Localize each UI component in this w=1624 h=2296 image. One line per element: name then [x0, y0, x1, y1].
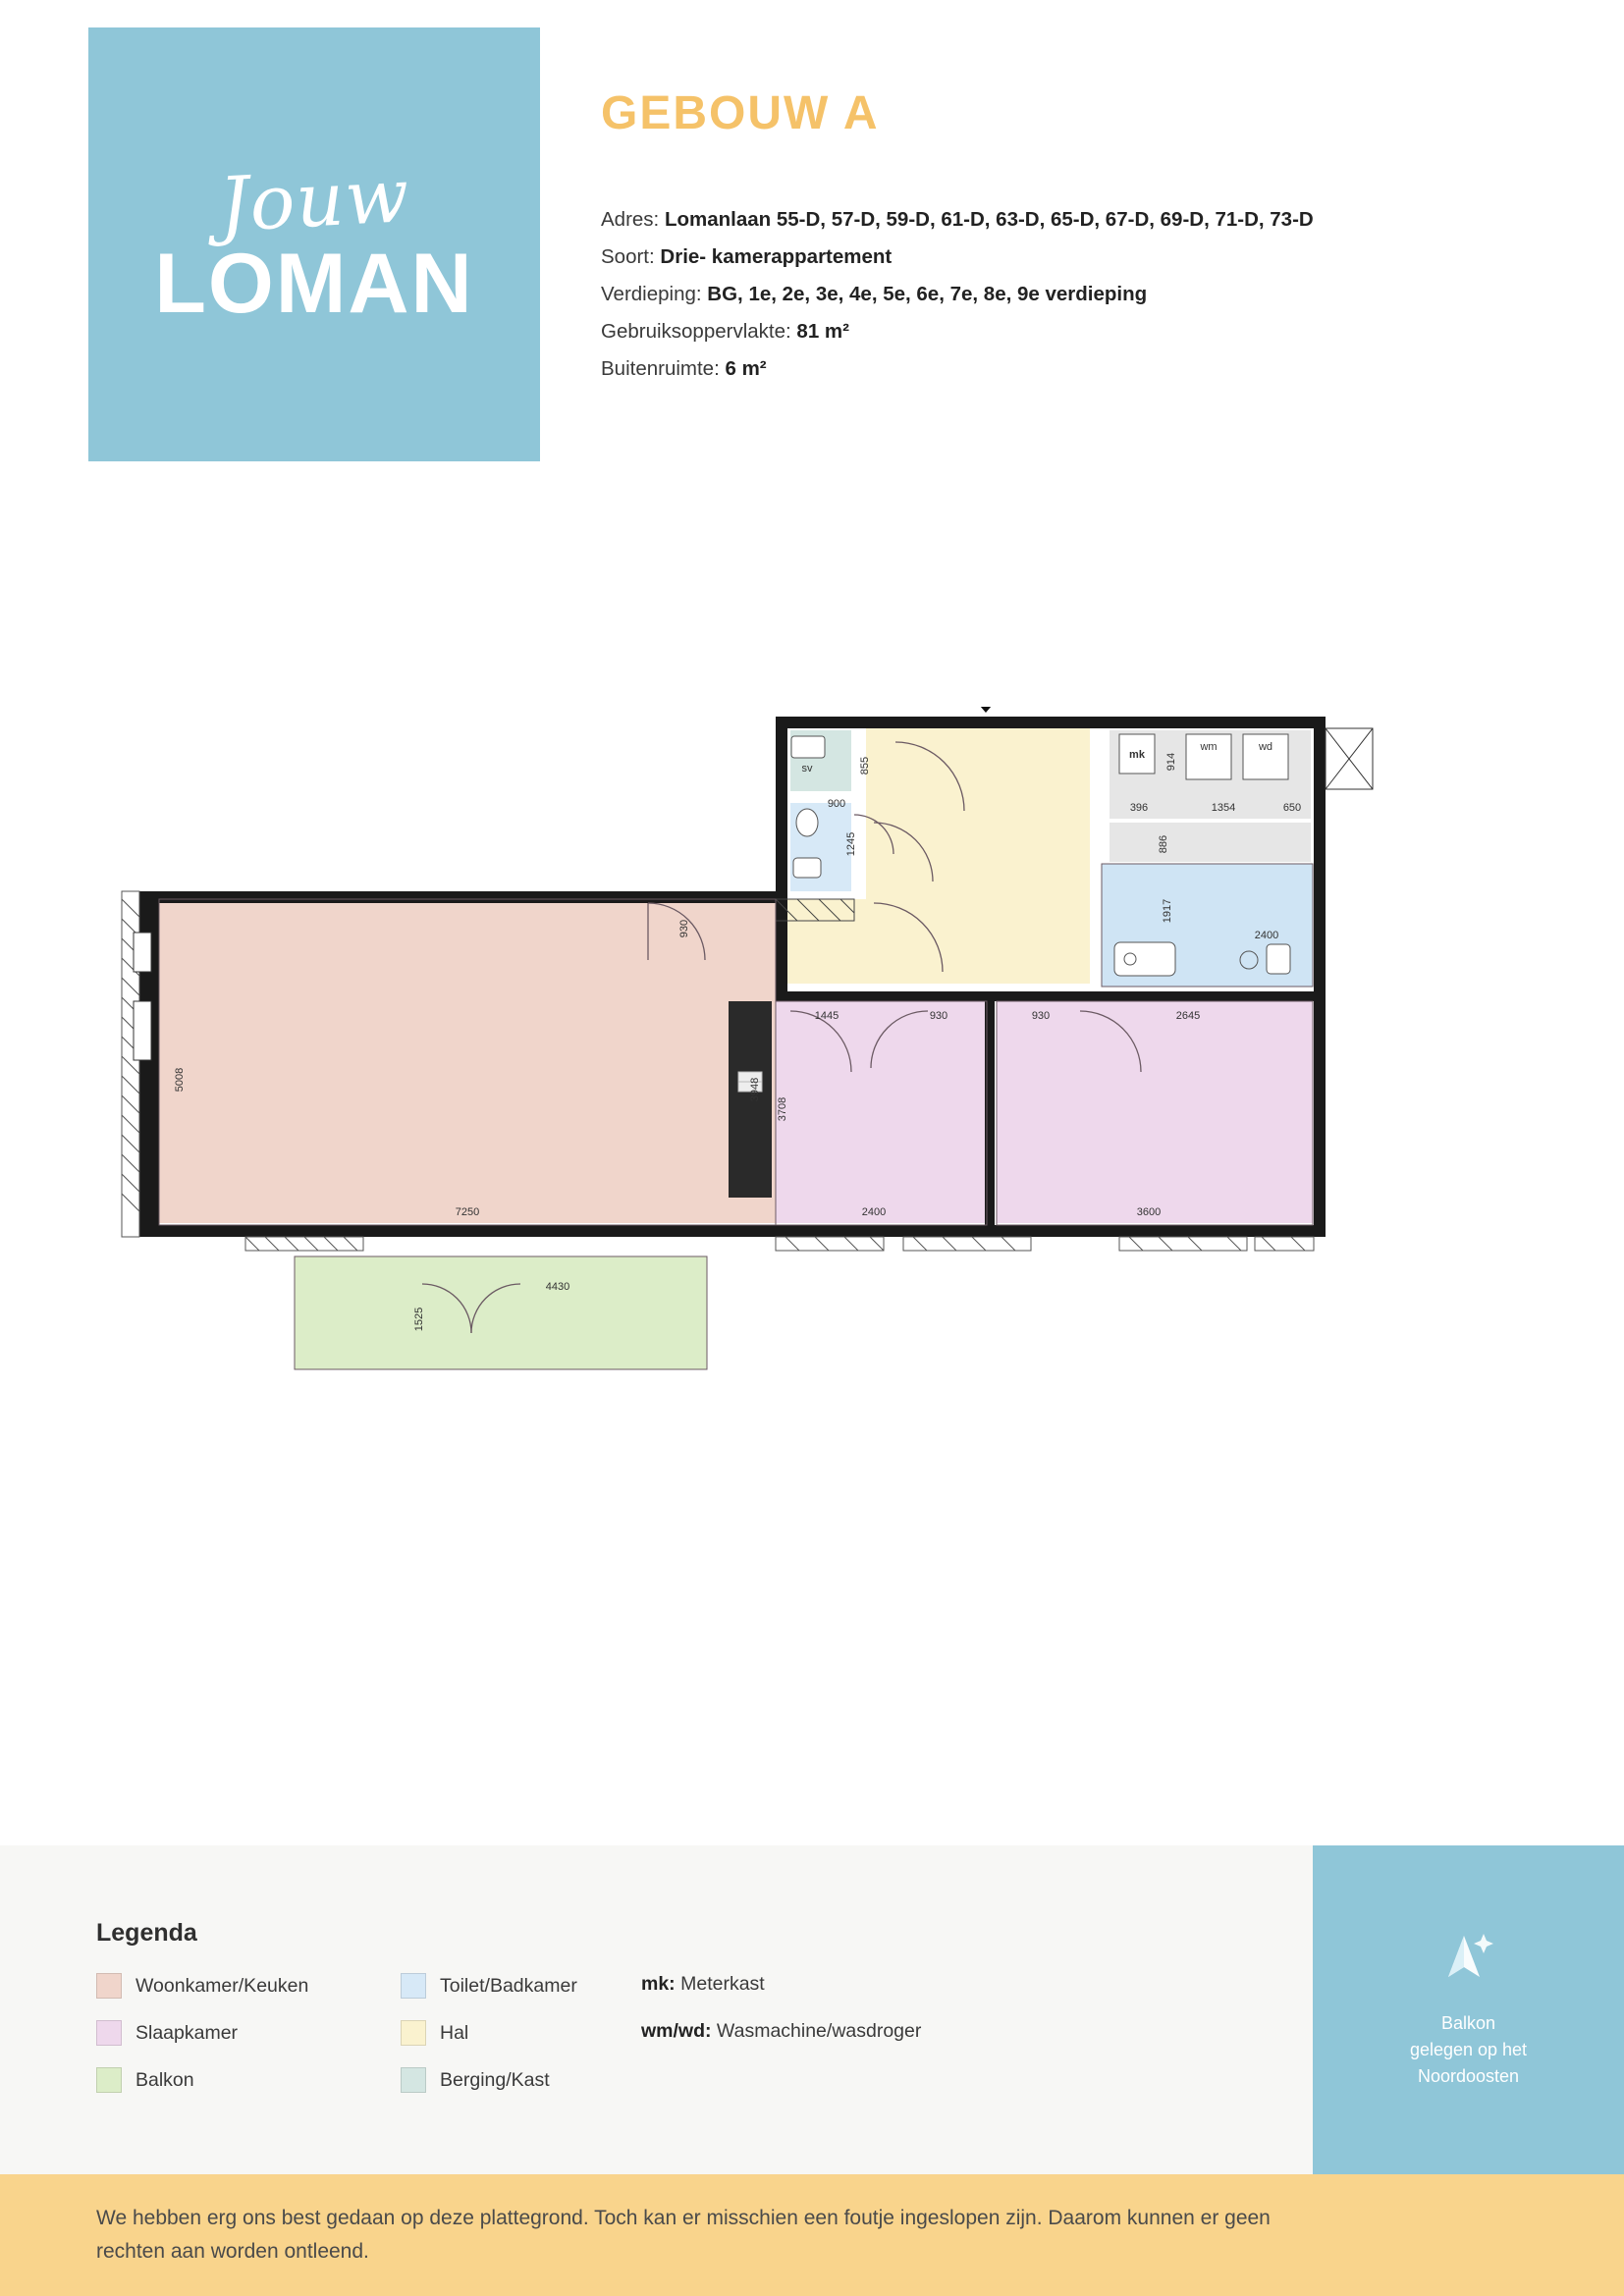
- legend-item-woonkamer: [96, 1973, 401, 1999]
- bedroom-2: [997, 1001, 1313, 1223]
- legend-swatch-slaapkamer: [96, 2020, 122, 2046]
- legend-label-toilet: Toilet/Badkamer: [440, 1974, 577, 1997]
- dim-396: 396: [1129, 802, 1149, 814]
- label-wm: wm: [1200, 741, 1218, 753]
- wall-living-top: [139, 891, 787, 903]
- balcony: [295, 1256, 707, 1369]
- brand-logo-box: [88, 27, 540, 461]
- legend-grid: [96, 1973, 921, 2093]
- dim-5008: 5008: [174, 1067, 186, 1093]
- legend-swatch-woonkamer: [96, 1973, 122, 1999]
- dim-930b: 930: [929, 1010, 948, 1022]
- detail-oppervlakte-value: 81 m²: [796, 319, 849, 343]
- legend-abbr-wm-key: wm/wd:: [641, 2020, 712, 2042]
- legend-item-balkon: [96, 2067, 401, 2093]
- legend-swatch-berging: [401, 2067, 426, 2093]
- dim-2645: 2645: [1175, 1010, 1201, 1022]
- compass-box: [1313, 1845, 1624, 2174]
- wall-living-bottom: [139, 1225, 787, 1237]
- compass-line-3: Noordoosten: [1417, 2066, 1520, 2086]
- legend-abbr-mk: [641, 1973, 921, 1999]
- legend-label-woonkamer: Woonkamer/Keuken: [135, 1974, 309, 1997]
- detail-soort-label: Soort:: [601, 244, 655, 268]
- dim-4430: 4430: [545, 1281, 570, 1293]
- wall-upper-left: [776, 717, 787, 903]
- label-wd: wd: [1258, 741, 1273, 753]
- legend-title: Legenda: [96, 1919, 197, 1947]
- property-details: [601, 201, 1485, 388]
- dim-2400b: 2400: [861, 1206, 887, 1218]
- dim-3948: 3948: [749, 1077, 761, 1102]
- legend-label-hal: Hal: [440, 2021, 469, 2044]
- living-room-poly: [159, 899, 776, 1223]
- detail-verdieping-label: Verdieping:: [601, 282, 702, 305]
- disclaimer-band: [0, 2174, 1624, 2296]
- dim-3600: 3600: [1136, 1206, 1162, 1218]
- compass-line-2: gelegen op het: [1409, 2040, 1528, 2059]
- detail-verdieping: [601, 276, 1485, 313]
- wall-bottom-right: [776, 1225, 1326, 1237]
- wall-right-outer: [1314, 717, 1326, 1237]
- wall-upper-top: [776, 717, 1326, 728]
- detail-adres-value: Lomanlaan 55-D, 57-D, 59-D, 61-D, 63-D, 65-D, 67-D, 69-D, 71-D, 73-D: [664, 208, 1314, 231]
- compass-line-1: Balkon: [1440, 2013, 1496, 2033]
- detail-soort-value: Drie- kamerappartement: [660, 244, 893, 268]
- legend-abbr-mk-key: mk:: [641, 1973, 676, 1995]
- label-sv: sv: [801, 763, 813, 774]
- detail-oppervlakte-label: Gebruiksoppervlakte:: [601, 319, 791, 343]
- dim-1525: 1525: [413, 1307, 425, 1332]
- disclaimer-text: We hebben erg ons best gedaan op deze plattegrond. Toch kan er misschien een foutje ingeslopen zijn. Daarom kunnen er geen rechten aan worden ontleend.: [96, 2207, 1271, 2263]
- window-hatches-bottom: [245, 1237, 1314, 1251]
- detail-buitenruimte: [601, 350, 1485, 388]
- legend-abbr-wm-value: Wasmachine/wasdroger: [716, 2020, 922, 2042]
- legend-item-toilet: [401, 1973, 641, 1999]
- detail-buitenruimte-label: Buitenruimte:: [601, 356, 720, 380]
- floorplan: [98, 707, 1492, 1669]
- detail-buitenruimte-value: 6 m²: [725, 356, 767, 380]
- dim-7250: 7250: [455, 1206, 480, 1218]
- legend-swatch-toilet: [401, 1973, 426, 1999]
- legend-label-berging: Berging/Kast: [440, 2068, 550, 2091]
- dim-650: 650: [1282, 802, 1302, 814]
- legend-item-slaapkamer: [96, 2020, 401, 2046]
- shaft-hatch: [1326, 728, 1373, 789]
- dim-1445: 1445: [814, 1010, 839, 1022]
- entrance-arrow-icon: [974, 707, 998, 713]
- legend-label-slaapkamer: Slaapkamer: [135, 2021, 239, 2044]
- legend-abbr-wm: [641, 2020, 921, 2046]
- dim-930c: 930: [1031, 1010, 1051, 1022]
- detail-verdieping-value: BG, 1e, 2e, 3e, 4e, 5e, 6e, 7e, 8e, 9e verdieping: [707, 282, 1148, 305]
- brand-script-text: Jouw: [216, 150, 412, 249]
- legend-swatch-balkon: [96, 2067, 122, 2093]
- dim-886: 886: [1158, 834, 1169, 854]
- detail-soort: [601, 239, 1485, 276]
- legend-abbr-mk-value: Meterkast: [680, 1973, 765, 1995]
- dim-1354: 1354: [1211, 802, 1236, 814]
- wall-hall-left: [776, 891, 787, 999]
- dim-2400: 2400: [1254, 930, 1279, 941]
- label-mk: mk: [1129, 749, 1145, 761]
- brand-main-text: LOMAN: [154, 237, 474, 331]
- dim-1245: 1245: [845, 831, 857, 857]
- compass-icon: [1435, 1930, 1503, 1993]
- dim-930a: 930: [678, 919, 690, 938]
- legend-item-berging: [401, 2067, 641, 2093]
- detail-adres-label: Adres:: [601, 208, 660, 231]
- detail-adres: [601, 201, 1485, 239]
- legend-item-hal: [401, 2020, 641, 2046]
- utility-corridor: [1110, 823, 1311, 862]
- dim-900: 900: [827, 798, 846, 810]
- detail-oppervlakte: [601, 313, 1485, 350]
- dim-855: 855: [859, 756, 871, 775]
- legend-swatch-hal: [401, 2020, 426, 2046]
- wall-hall-bedroom: [776, 991, 1326, 1001]
- legend-label-balkon: Balkon: [135, 2068, 194, 2091]
- dim-3708: 3708: [777, 1096, 788, 1122]
- page-title: GEBOUW A: [601, 87, 880, 139]
- dim-914: 914: [1165, 752, 1177, 772]
- dim-1917: 1917: [1162, 898, 1173, 924]
